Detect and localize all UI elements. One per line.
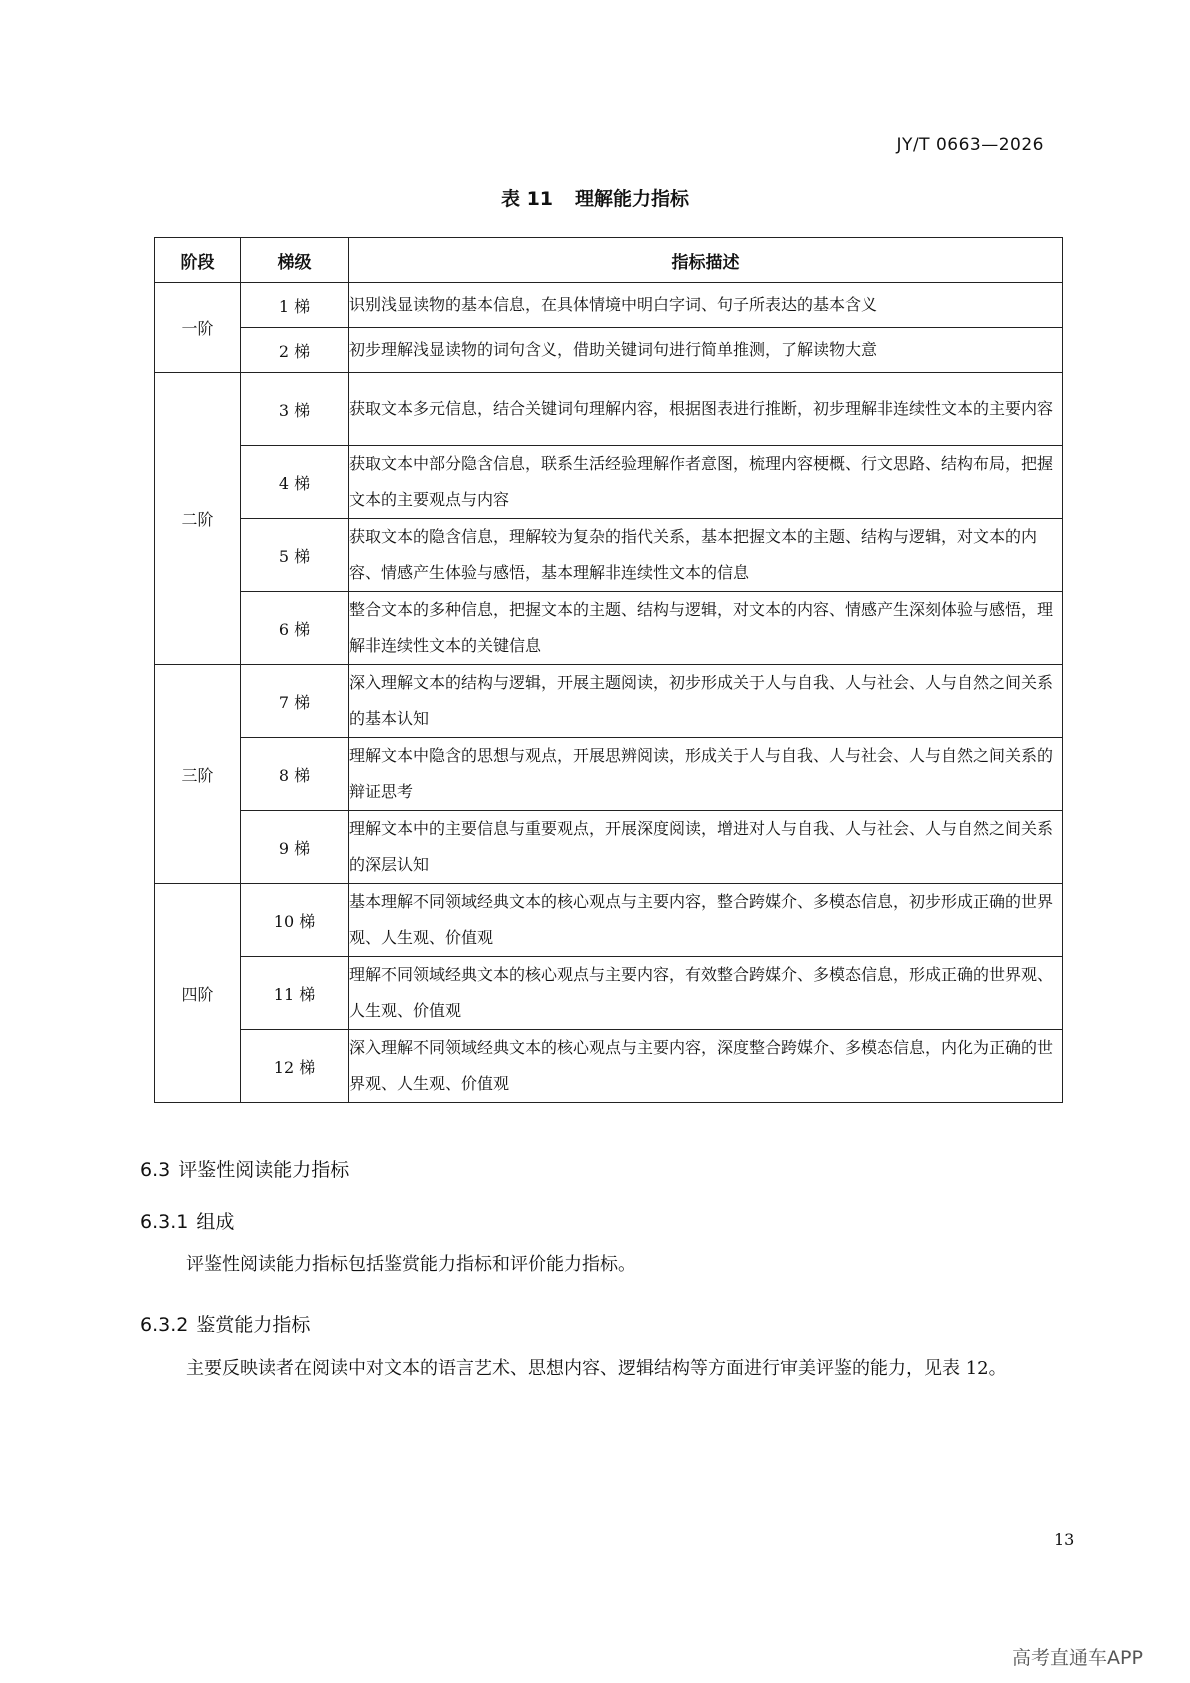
description-cell: 理解文本中的主要信息与重要观点，开展深度阅读，增进对人与自我、人与社会、人与自然之间关系的深层认知: [349, 811, 1063, 884]
table-row: [155, 446, 1063, 519]
section-heading-6-3-2: [140, 1310, 310, 1337]
level-cell: 11 梯: [241, 957, 349, 1030]
table-caption: 理解能力指标: [575, 188, 690, 210]
table-title: [0, 184, 1190, 211]
table-row: [155, 592, 1063, 665]
section-number: 6.3.2: [140, 1314, 189, 1336]
section-title: 组成: [196, 1211, 235, 1233]
section-number: 6.3: [140, 1159, 171, 1181]
table-row: [155, 738, 1063, 811]
description-cell: 识别浅显读物的基本信息，在具体情境中明白字词、句子所表达的基本含义: [349, 283, 1063, 328]
level-cell: 1 梯: [241, 283, 349, 328]
watermark: 高考直通车APP: [1012, 1647, 1143, 1669]
level-cell: 8 梯: [241, 738, 349, 811]
section-body-6-3-2: 主要反映读者在阅读中对文本的语言艺术、思想内容、逻辑结构等方面进行审美评鉴的能力，见表 12。: [186, 1358, 1007, 1379]
description-cell: 初步理解浅显读物的词句含义，借助关键词句进行简单推测，了解读物大意: [349, 328, 1063, 373]
section-title: 评鉴性阅读能力指标: [178, 1159, 350, 1181]
table-row: [155, 328, 1063, 373]
page-number: 13: [1054, 1530, 1075, 1549]
table-row: [155, 665, 1063, 738]
table-row: [155, 957, 1063, 1030]
description-cell: 基本理解不同领域经典文本的核心观点与主要内容，整合跨媒介、多模态信息，初步形成正确的世界观、人生观、价值观: [349, 884, 1063, 957]
description-cell: 获取文本中部分隐含信息，联系生活经验理解作者意图，梳理内容梗概、行文思路、结构布局，把握文本的主要观点与内容: [349, 446, 1063, 519]
standard-number: JY/T 0663—2026: [896, 135, 1044, 155]
section-title: 鉴赏能力指标: [196, 1314, 311, 1336]
column-header-level: 梯级: [241, 238, 349, 283]
column-header-description: 指标描述: [349, 238, 1063, 283]
level-cell: 5 梯: [241, 519, 349, 592]
stage-cell: 四阶: [155, 884, 241, 1103]
stage-cell: 三阶: [155, 665, 241, 884]
section-body-6-3-1: 评鉴性阅读能力指标包括鉴赏能力指标和评价能力指标。: [186, 1254, 636, 1275]
table-row: [155, 1030, 1063, 1103]
description-cell: 理解文本中隐含的思想与观点，开展思辨阅读，形成关于人与自我、人与社会、人与自然之间关系的辩证思考: [349, 738, 1063, 811]
description-cell: 获取文本多元信息，结合关键词句理解内容，根据图表进行推断，初步理解非连续性文本的主要内容: [349, 373, 1063, 446]
description-cell: 获取文本的隐含信息，理解较为复杂的指代关系，基本把握文本的主题、结构与逻辑，对文本的内容、情感产生体验与感悟，基本理解非连续性文本的信息: [349, 519, 1063, 592]
level-cell: 2 梯: [241, 328, 349, 373]
table-row: [155, 519, 1063, 592]
description-cell: 整合文本的多种信息，把握文本的主题、结构与逻辑，对文本的内容、情感产生深刻体验与感悟，理解非连续性文本的关键信息: [349, 592, 1063, 665]
section-heading-6-3: [140, 1155, 349, 1182]
level-cell: 4 梯: [241, 446, 349, 519]
level-cell: 12 梯: [241, 1030, 349, 1103]
section-heading-6-3-1: [140, 1207, 234, 1234]
description-cell: 理解不同领域经典文本的核心观点与主要内容，有效整合跨媒介、多模态信息，形成正确的世界观、人生观、价值观: [349, 957, 1063, 1030]
stage-cell: 二阶: [155, 373, 241, 665]
table-row: [155, 373, 1063, 446]
level-cell: 3 梯: [241, 373, 349, 446]
level-cell: 9 梯: [241, 811, 349, 884]
level-cell: 7 梯: [241, 665, 349, 738]
table-row: [155, 884, 1063, 957]
level-cell: 6 梯: [241, 592, 349, 665]
section-number: 6.3.1: [140, 1211, 189, 1233]
description-cell: 深入理解不同领域经典文本的核心观点与主要内容，深度整合跨媒介、多模态信息，内化为正确的世界观、人生观、价值观: [349, 1030, 1063, 1103]
level-cell: 10 梯: [241, 884, 349, 957]
stage-cell: 一阶: [155, 283, 241, 373]
table-row: [155, 283, 1063, 328]
table-row: [155, 811, 1063, 884]
comprehension-table: [154, 237, 1063, 1103]
table-number: 表 11: [500, 188, 554, 210]
column-header-stage: 阶段: [155, 238, 241, 283]
description-cell: 深入理解文本的结构与逻辑，开展主题阅读，初步形成关于人与自我、人与社会、人与自然之间关系的基本认知: [349, 665, 1063, 738]
